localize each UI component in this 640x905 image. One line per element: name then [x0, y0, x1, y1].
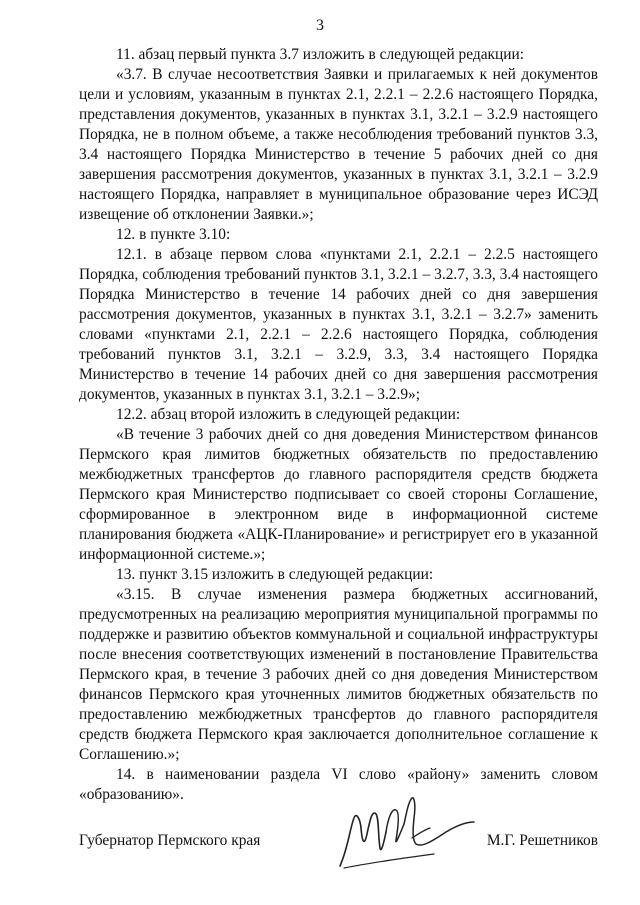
paragraph-item-14: 14. в наименовании раздела VI слово «району» заменить словом «образованию».	[79, 766, 598, 803]
paragraph-item-12: 12. в пункте 3.10:	[116, 226, 231, 243]
signatory-name: М.Г. Решетников	[486, 832, 598, 849]
signature-block	[79, 820, 598, 880]
paragraph-quote-3-7: «3.7. В случае несоответствия Заявки и прилагаемых к ней документов цели и условиям, указанным в пунктах 2.1, 2.2.1 – 2.2.6 настоящего Порядка, представления документов, указанных в пунктах 3.1, 3.2.1 – 3.2.9 настоящего Порядка, не в полном объеме, а также несоблюдения требований пунктов 3.3, 3.4 настоящего Порядка Министерство в течение 5 рабочих дней со дня завершения рассмотрения документов, указанных в пунктах 3.1, 3.2.1 – 3.2.9 настоящего Порядка, направляет в муниципальное образование через ИСЭД извещение об отклонении Заявки.»;	[79, 66, 598, 223]
document-body	[79, 45, 598, 805]
paragraph-item-12-1: 12.1. в абзаце первом слова «пунктами 2.1, 2.2.1 – 2.2.5 настоящего Порядка, соблюдения требований пунктов 3.1, 3.2.1 – 3.2.7, 3.3, 3.4 настоящего Порядка Министерство в течение 14 рабочих дней со дня завершения рассмотрения документов, указанных в пунктах 3.1, 3.2.1 – 3.2.7» заменить словами «пунктами 2.1, 2.2.1 – 2.2.6 настоящего Порядка, соблюдения требований пунктов 3.1, 3.2.1 – 3.2.9, 3.3, 3.4 настоящего Порядка Министерство в течение 14 рабочих дней со дня завершения рассмотрения документов, указанных в пунктах 3.1, 3.2.1 – 3.2.9»;	[79, 246, 598, 403]
signatory-title: Губернатор Пермского края	[79, 832, 261, 849]
handwritten-signature	[334, 788, 504, 878]
paragraph-quote-3-15: «3.15. В случае изменения размера бюджетных ассигнований, предусмотренных на реализацию мероприятия муниципальной программы по поддержке и развитию объектов коммунальной и социальной инфраструктуры после внесения соответствующих изменений в постановление Правительства Пермского края, в течение 3 рабочих дней со дня доведения Министерством финансов Пермского края уточненных лимитов бюджетных обязательств по предоставлению межбюджетных трансфертов до главного распорядителя средств бюджета Пермского края заключается дополнительное соглашение к Соглашению.»;	[79, 586, 598, 763]
page-number: 3	[316, 17, 324, 34]
paragraph-item-11: 11. абзац первый пункта 3.7 изложить в следующей редакции:	[116, 46, 525, 63]
paragraph-item-12-2: 12.2. абзац второй изложить в следующей редакции:	[116, 406, 461, 423]
paragraph-quote-3-10: «В течение 3 рабочих дней со дня доведения Министерством финансов Пермского края лимитов бюджетных обязательств по предоставлению межбюджетных трансфертов до главного распорядителя средств бюджета Пермского края Министерство подписывает со своей стороны Соглашение, сформированное в электронном виде в информационной системе планирования бюджета «АЦК-Планирование» и регистрирует его в указанной информационной системе.»;	[79, 426, 598, 563]
paragraph-item-13: 13. пункт 3.15 изложить в следующей редакции:	[116, 566, 434, 583]
